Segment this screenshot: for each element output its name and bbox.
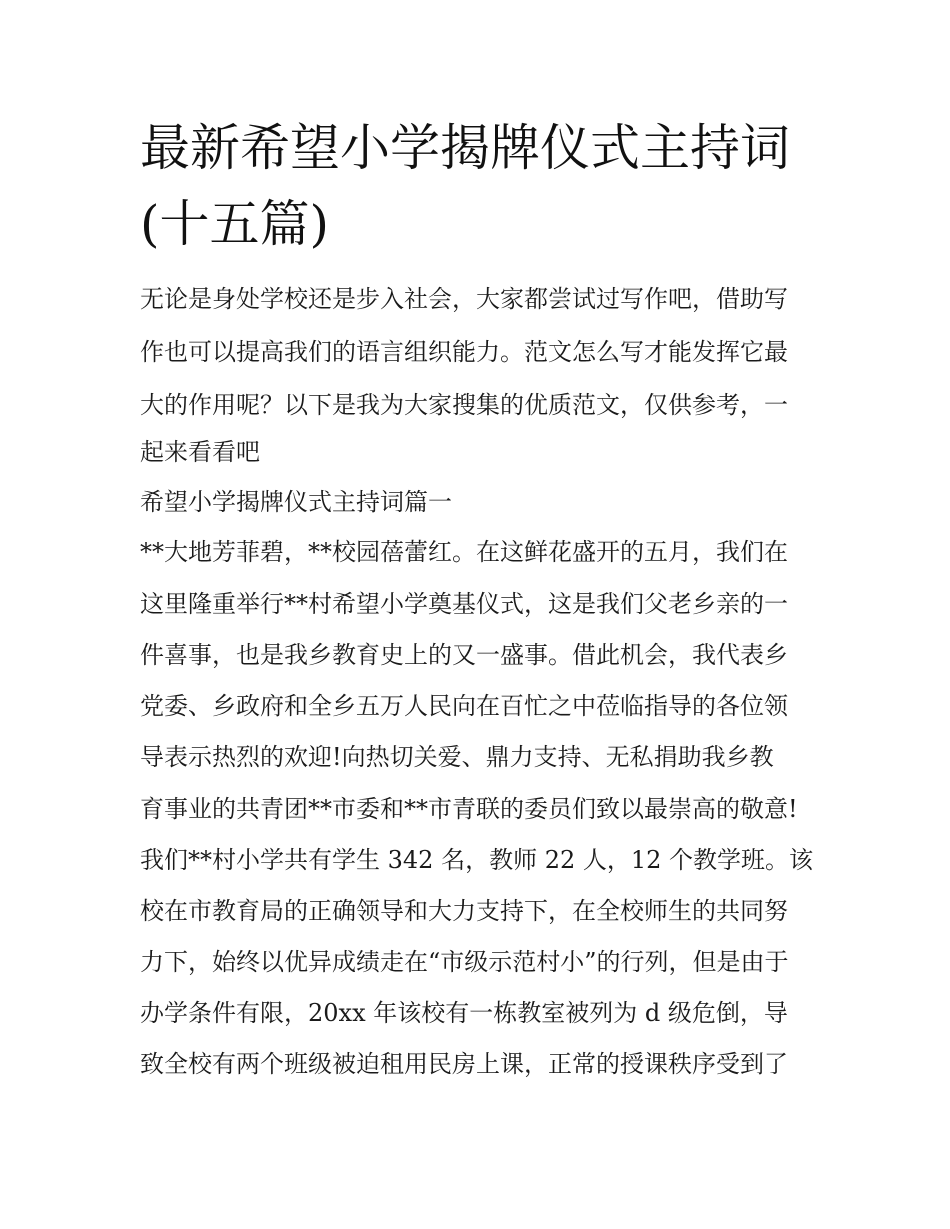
section-heading: 希望小学揭牌仪式主持词篇一 (140, 488, 452, 516)
intro-paragraph-line: 无论是身处学校还是步入社会，大家都尝试过写作吧，借助写 (140, 285, 788, 313)
body-paragraph-line: **大地芳菲碧，**校园蓓蕾红。在这鲜花盛开的五月，我们在 (140, 538, 788, 566)
title-line: 最新希望小学揭牌仪式主持词 (140, 119, 790, 177)
body-paragraph-line: 我们**村小学共有学生 342 名，教师 22 人，12 个教学班。该 (140, 846, 814, 874)
body-paragraph-line: 办学条件有限，20xx 年该校有一栋教室被列为 d 级危倒，导 (140, 999, 788, 1027)
title-line: (十五篇) (140, 195, 330, 253)
body-paragraph-line: 校在市教育局的正确领导和大力支持下，在全校师生的共同努 (140, 897, 788, 925)
body-paragraph-line: 党委、乡政府和全乡五万人民向在百忙之中莅临指导的各位领 (140, 692, 788, 720)
body-paragraph-line: 件喜事，也是我乡教育史上的又一盛事。借此机会，我代表乡 (140, 641, 788, 669)
body-paragraph-line: 育事业的共青团**市委和**市青联的委员们致以最崇高的敬意! (140, 795, 798, 823)
body-paragraph-line: 力下，始终以优异成绩走在“市级示范村小”的行列，但是由于 (140, 948, 789, 976)
body-paragraph-line: 导表示热烈的欢迎!向热切关爱、鼎力支持、无私捐助我乡教 (140, 743, 774, 771)
intro-paragraph-line: 起来看看吧 (140, 438, 260, 466)
intro-paragraph-line: 作也可以提高我们的语言组织能力。范文怎么写才能发挥它最 (140, 338, 788, 366)
document-title (140, 110, 820, 262)
intro-paragraph-line: 大的作用呢？以下是我为大家搜集的优质范文，仅供参考，一 (140, 391, 788, 419)
body-paragraph-line: 这里隆重举行**村希望小学奠基仪式，这是我们父老乡亲的一 (140, 590, 788, 618)
body-paragraph-line: 致全校有两个班级被迫租用民房上课，正常的授课秩序受到了 (140, 1050, 788, 1078)
